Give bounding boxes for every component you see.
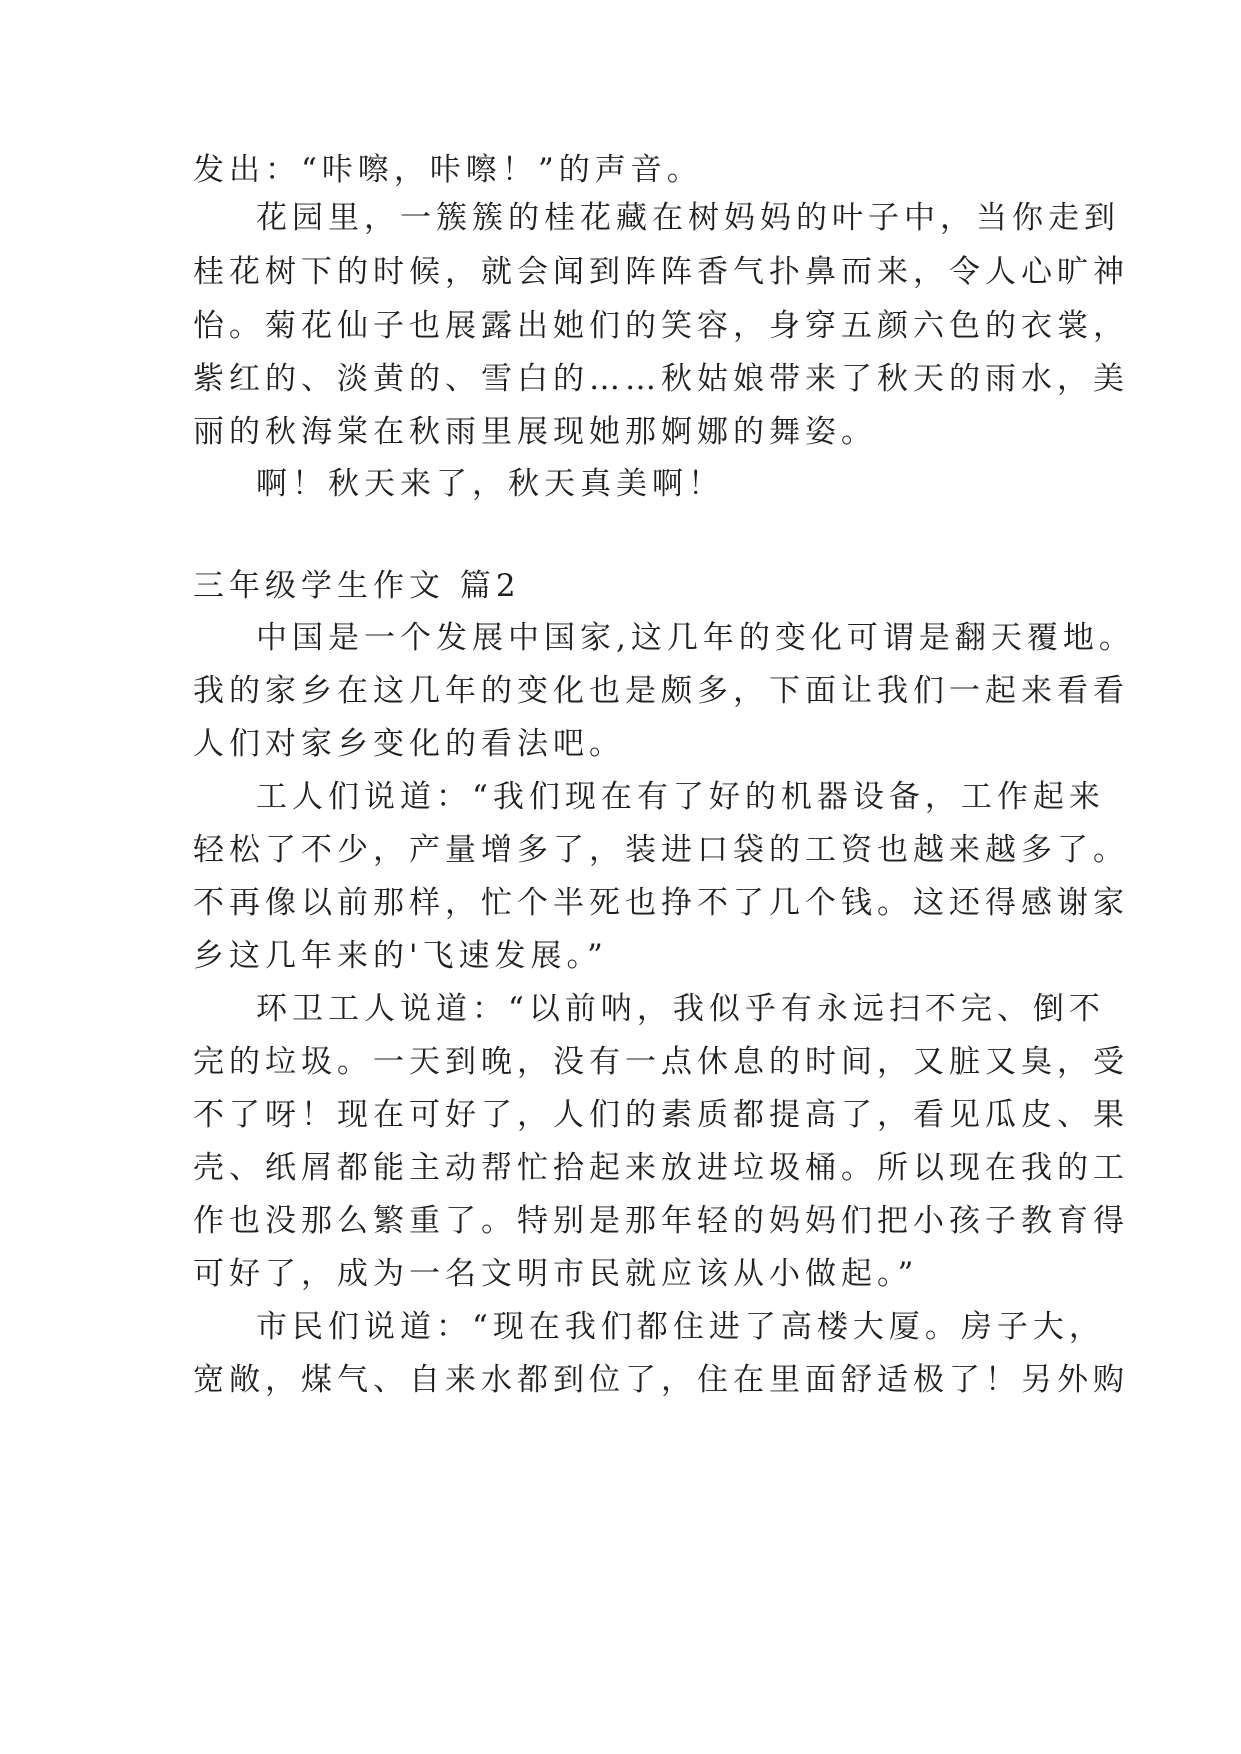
section-heading: 三年级学生作文 篇2 — [193, 568, 521, 604]
text-line: 不再像以前那样，忙个半死也挣不了几个钱。这还得感谢家 — [193, 885, 1129, 921]
text-line: 完的垃圾。一天到晚，没有一点休息的时间，又脏又臭，受 — [193, 1044, 1129, 1080]
text-line: 作也没那么繁重了。特别是那年轻的妈妈们把小孩子教育得 — [193, 1203, 1129, 1239]
text-line: 丽的秋海棠在秋雨里展现她那婀娜的舞姿。 — [193, 414, 877, 450]
text-line: 紫红的、淡黄的、雪白的……秋姑娘带来了秋天的雨水，美 — [193, 361, 1129, 397]
text-line: 轻松了不少，产量增多了，装进口袋的工资也越来越多了。 — [193, 832, 1129, 868]
paragraph-start-line: 花园里，一簇簇的桂花藏在树妈妈的叶子中，当你走到 — [256, 200, 1120, 236]
text-line: 我的家乡在这几年的变化也是颇多，下面让我们一起来看看 — [193, 673, 1129, 709]
text-line: 不了呀！现在可好了，人们的素质都提高了，看见瓜皮、果 — [193, 1097, 1129, 1133]
text-line: 怡。菊花仙子也展露出她们的笑容，身穿五颜六色的衣裳， — [193, 308, 1129, 344]
paragraph-start-line: 啊！秋天来了，秋天真美啊！ — [256, 466, 724, 502]
text-line: 发出：“咔嚓，咔嚓！”的声音。 — [193, 152, 703, 188]
text-line: 人们对家乡变化的看法吧。 — [193, 726, 625, 762]
paragraph-start-line: 市民们说道：“现在我们都住进了高楼大厦。房子大， — [256, 1309, 1105, 1345]
text-line: 乡这几年来的'飞速发展。” — [193, 938, 608, 974]
paragraph-start-line: 中国是一个发展中国家,这几年的变化可谓是翻天覆地。 — [256, 620, 1135, 656]
text-line: 桂花树下的时候，就会闻到阵阵香气扑鼻而来，令人心旷神 — [193, 254, 1129, 290]
text-line: 宽敞，煤气、自来水都到位了，住在里面舒适极了！另外购 — [193, 1362, 1129, 1398]
text-line: 壳、纸屑都能主动帮忙拾起来放进垃圾桶。所以现在我的工 — [193, 1150, 1129, 1186]
paragraph-start-line: 环卫工人说道：“以前呐，我似乎有永远扫不完、倒不 — [256, 991, 1105, 1027]
paragraph-start-line: 工人们说道：“我们现在有了好的机器设备，工作起来 — [256, 779, 1105, 815]
text-line: 可好了，成为一名文明市民就应该从小做起。” — [193, 1256, 919, 1292]
